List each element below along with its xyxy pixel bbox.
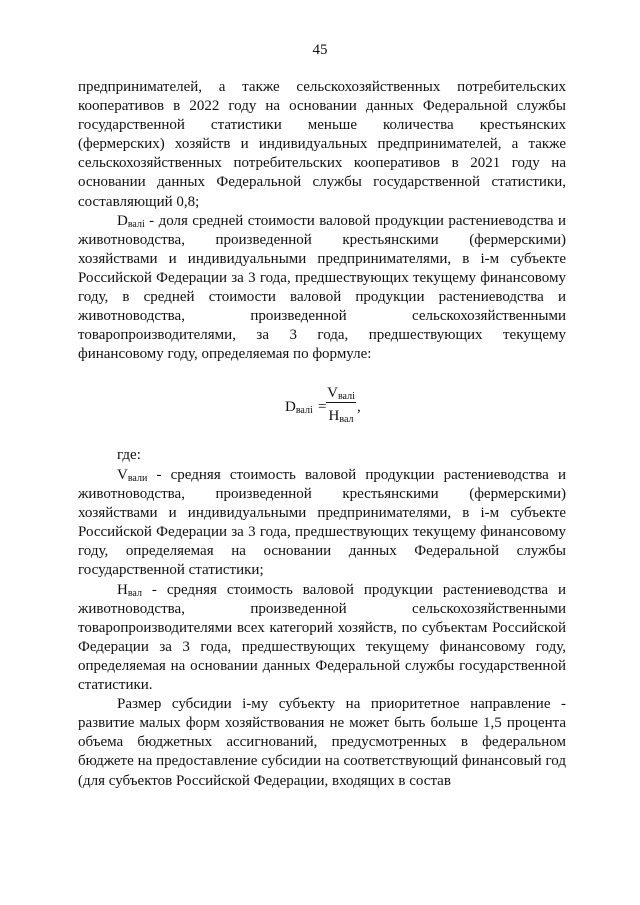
paragraph-v-definition: [78, 466, 566, 581]
formula-equals: =: [318, 399, 327, 415]
formula-numerator-symbol: V: [327, 385, 338, 401]
paragraph-subsidy-size: Размер субсидии i-му субъекту на приоритетное направление - развитие малых форм хозяйствования не может быть больше 1,5 процента объема бюджетных ассигнований, предусмотренных в федеральном бюджете на предоставление субсидии на соответствующий финансовый год (для субъектов Российской Федерации, входящих в состав: [78, 696, 566, 789]
paragraph-v-text: - средняя стоимость валовой продукции растениеводства и животноводства, произведенной крестьянскими (фермерскими) хозяйствами и индивидуальными предпринимателями, в i-м субъекте Российской Федерации за 3 года, предшествующих текущему финансовому году, определяемая на основании данных Федеральной службы государственной статистики;: [78, 467, 566, 579]
symbol-h-subscript: вал: [127, 587, 142, 599]
formula: [0, 384, 640, 454]
symbol-d: D: [117, 212, 128, 229]
formula-fraction: [326, 384, 356, 425]
symbol-h: H: [117, 581, 128, 598]
formula-numerator-subscript: валі: [337, 391, 355, 402]
formula-lhs-symbol: D: [285, 399, 296, 415]
formula-lhs: [285, 399, 313, 416]
formula-numerator: [326, 384, 356, 403]
paragraph-continuation: предпринимателей, а также сельскохозяйственных потребительских кооперативов в 2022 году на основании данных Федеральной службы государственной статистики меньше количества крестьянских (фермерских) хозяйств и индивидуальных предпринимателей, а также сельскохозяйственных потребительских кооперативов в 2021 году на основании данных Федеральной службы государственной статистики, составляющий 0,8;: [78, 79, 566, 210]
paragraph-d-text: - доля средней стоимости валовой продукции растениеводства и животноводства, произведенной крестьянскими (фермерскими) хозяйствами и индивидуальными предпринимателями, в i-м субъекте Российской Федерации за 3 года, предшествующих текущему финансовому году, в средней стоимости валовой продукции растениеводства и животноводства, произведенной сельскохозяйственными товаропроизводителями, за 3 года, предшествующих текущему финансовому году, определяемая по формуле:: [78, 212, 566, 363]
formula-denominator-subscript: вал: [339, 414, 354, 425]
symbol-v-subscript: вали: [127, 473, 148, 484]
page-number: 45: [312, 42, 328, 58]
text-block-top: [78, 78, 566, 364]
paragraph-d-definition: [78, 212, 566, 365]
symbol-d-subscript: валі: [127, 218, 145, 230]
formula-lhs-subscript: валі: [295, 405, 313, 416]
paragraph-h-definition: [78, 581, 566, 696]
paragraph-h-text: - средняя стоимость валовой продукции растениеводства и животноводства, произведенной сельскохозяйственными товаропроизводителями всех категорий хозяйств, по субъектам Российской Федерации за 3 года, предшествующих текущему финансовому году, определяемая на основании данных Федеральной службы государственной статистики.: [78, 581, 566, 694]
symbol-v: V: [117, 467, 128, 483]
where-label: где:: [117, 447, 141, 463]
formula-denominator-symbol: H: [328, 408, 340, 424]
formula-comma: ,: [357, 399, 361, 415]
formula-denominator: [326, 403, 356, 425]
text-block-bottom: [78, 466, 566, 791]
